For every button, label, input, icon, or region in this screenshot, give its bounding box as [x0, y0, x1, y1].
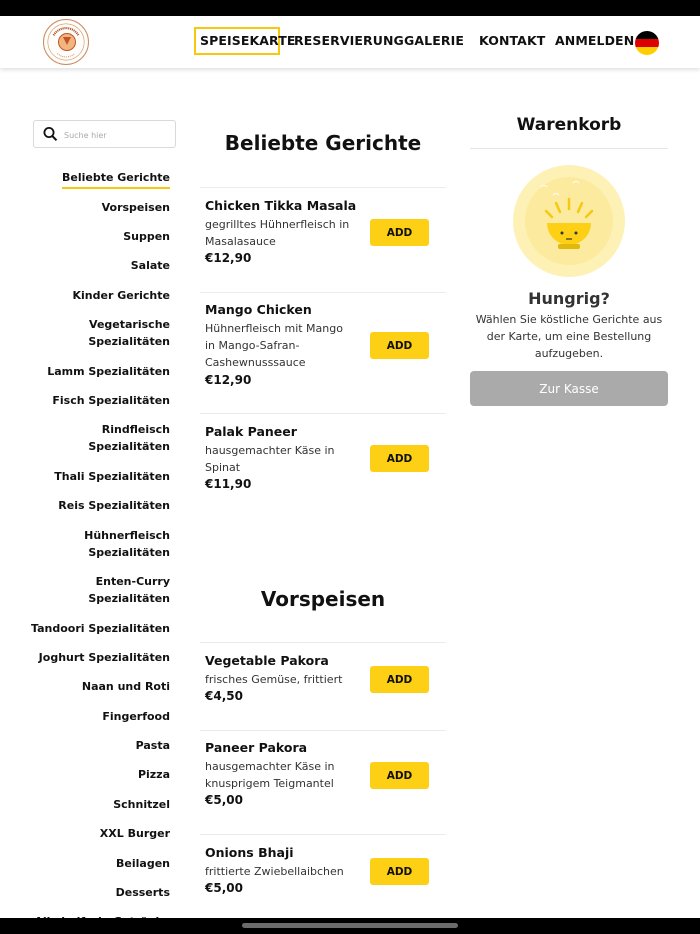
nav-reservierung[interactable]: RESERVIERUNG [294, 33, 404, 48]
divider [200, 292, 446, 293]
category-tandoori[interactable]: Tandoori Spezialitäten [31, 622, 170, 635]
dish-name: Paneer Pakora [205, 740, 308, 755]
divider [200, 834, 446, 835]
dish-description: hausgemachter Käse in Spinat [205, 444, 335, 474]
category-pizza[interactable]: Pizza [137, 768, 170, 781]
happy-bowl-icon [513, 165, 625, 277]
search-input[interactable] [62, 126, 171, 144]
add-button[interactable]: ADD [370, 762, 429, 789]
category-kinder-gerichte[interactable]: Kinder Gerichte [72, 289, 170, 302]
nav-anmelden[interactable]: ANMELDEN [555, 33, 635, 48]
category-beliebte-gerichte[interactable]: Beliebte Gerichte [61, 171, 170, 184]
dish-description: hausgemachter Käse in knusprigem Teigmantel [205, 760, 335, 790]
dish-name: Mango Chicken [205, 302, 312, 317]
category-desserts[interactable]: Desserts [115, 886, 170, 899]
category-huehnerfleisch[interactable]: Hühnerfleisch Spezialitäten [84, 529, 170, 559]
category-fisch[interactable]: Fisch Spezialitäten [52, 394, 170, 407]
dish-name: Vegetable Pakora [205, 653, 329, 668]
checkout-button[interactable]: Zur Kasse [470, 371, 668, 406]
divider [200, 413, 446, 414]
dish-name: Onions Bhaji [205, 845, 294, 860]
add-button[interactable]: ADD [370, 858, 429, 885]
category-enten-curry[interactable]: Enten-Curry Spezialitäten [88, 575, 170, 605]
restaurant-logo[interactable] [43, 19, 89, 65]
pizza-icon [58, 33, 76, 51]
dish-price: €5,00 [205, 793, 243, 807]
category-naan-roti[interactable]: Naan und Roti [81, 680, 170, 693]
add-button[interactable]: ADD [370, 332, 429, 359]
category-rindfleisch[interactable]: Rindfleisch Spezialitäten [88, 423, 170, 453]
status-bar [0, 0, 700, 16]
dish-price: €12,90 [205, 373, 252, 387]
category-vegetarische[interactable]: Vegetarische Spezialitäten [88, 318, 170, 348]
category-thali[interactable]: Thali Spezialitäten [54, 470, 170, 483]
category-fingerfood[interactable]: Fingerfood [102, 710, 170, 723]
category-lamm[interactable]: Lamm Spezialitäten [47, 365, 170, 378]
category-pasta[interactable]: Pasta [135, 739, 170, 752]
nav-galerie[interactable]: GALERIE [404, 33, 464, 48]
add-button[interactable]: ADD [370, 445, 429, 472]
category-beilagen[interactable]: Beilagen [116, 857, 170, 870]
site-header [0, 16, 700, 68]
category-schnitzel[interactable]: Schnitzel [113, 798, 170, 811]
dish-price: €5,00 [205, 881, 243, 895]
cart-empty-text: Wählen Sie köstliche Gerichte aus der Karte, um eine Bestellung aufzugeben. [475, 313, 663, 360]
search-icon[interactable] [42, 126, 58, 142]
dish-description: gegrilltes Hühnerfleisch in Masalasauce [205, 218, 350, 248]
germany-flag-icon[interactable] [635, 31, 659, 55]
nav-speisekarte[interactable]: SPEISEKARTE [200, 33, 296, 48]
divider [200, 730, 446, 731]
dish-description: Hühnerfleisch mit Mango in Mango-Safran-Cashewnusssauce [205, 322, 343, 369]
add-button[interactable]: ADD [370, 666, 429, 693]
category-joghurt[interactable]: Joghurt Spezialitäten [38, 651, 170, 664]
dish-price: €11,90 [205, 477, 252, 491]
cart-divider [470, 148, 668, 149]
category-xxl-burger[interactable]: XXL Burger [99, 827, 170, 840]
search-box [33, 120, 176, 148]
dish-description: frisches Gemüse, frittiert [205, 673, 343, 686]
dish-price: €4,50 [205, 689, 243, 703]
cart-title: Warenkorb [516, 115, 622, 135]
category-salate[interactable]: Salate [130, 259, 170, 272]
category-vorspeisen[interactable]: Vorspeisen [101, 201, 170, 214]
add-button[interactable]: ADD [370, 219, 429, 246]
category-suppen[interactable]: Suppen [123, 230, 170, 243]
dish-name: Palak Paneer [205, 424, 297, 439]
dish-name: Chicken Tikka Masala [205, 198, 357, 213]
category-reis[interactable]: Reis Spezialitäten [58, 499, 170, 512]
divider [200, 642, 446, 643]
dish-price: €12,90 [205, 251, 252, 265]
home-indicator[interactable] [242, 923, 458, 928]
section-title: Vorspeisen [260, 587, 386, 611]
section-title: Beliebte Gerichte [224, 131, 422, 155]
dish-description: frittierte Zwiebellaibchen [205, 865, 344, 878]
nav-kontakt[interactable]: KONTAKT [479, 33, 546, 48]
cart-empty-heading: Hungrig? [528, 289, 610, 308]
divider [200, 187, 446, 188]
